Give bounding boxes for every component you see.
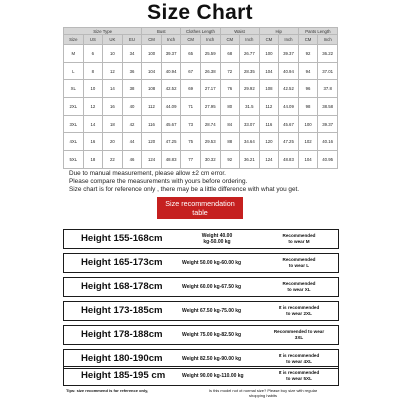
weight-line: Weight 90.00 kg-110.00 kg	[182, 373, 244, 379]
height-range: Height 178-188cm	[81, 329, 163, 340]
table-cell: 120	[259, 133, 279, 151]
table-cell: 77	[181, 151, 201, 169]
size-recommendation	[264, 278, 334, 296]
table-cell: 102	[298, 133, 318, 151]
table-cell: 67	[181, 62, 201, 80]
table-cell: 124	[142, 151, 162, 169]
table-row	[64, 115, 338, 133]
size-recommendation-badge	[157, 197, 243, 219]
table-cell: 37.8	[318, 80, 338, 98]
height-range: Height 185-195 cm	[81, 370, 166, 381]
table-cell: 14	[103, 80, 123, 98]
size-recommendation	[264, 302, 334, 320]
table-cell: 36.22	[318, 45, 338, 63]
table-cell: 6	[83, 45, 103, 63]
table-cell: 104	[259, 62, 279, 80]
table-cell: 12	[83, 98, 103, 116]
table-cell: 31.5	[240, 98, 260, 116]
recommendation-line: Recommended	[282, 281, 316, 286]
table-cell: 88	[220, 133, 240, 151]
table-cell: 10	[103, 45, 123, 63]
table-cell: 40	[122, 98, 142, 116]
footer-tip: Tips: size recommend is for reference only,	[66, 388, 149, 393]
recommendation-row	[63, 366, 339, 386]
table-cell: 16	[83, 133, 103, 151]
table-cell: 2XL	[64, 98, 84, 116]
header-bust: Bust	[142, 28, 181, 35]
table-cell: 39.37	[318, 115, 338, 133]
table-cell: 76	[220, 80, 240, 98]
table-cell: 94	[298, 62, 318, 80]
footer-note-line: shopping habits	[248, 393, 278, 398]
table-cell: 73	[181, 115, 201, 133]
sub-header: CM	[142, 35, 162, 45]
table-cell: 68	[220, 45, 240, 63]
sub-header: EU	[122, 35, 142, 45]
sub-header: CM	[220, 35, 240, 45]
sub-header: US	[83, 35, 103, 45]
table-cell: 20	[103, 133, 123, 151]
table-row	[64, 45, 338, 63]
table-cell: 42.52	[161, 80, 181, 98]
size-recommendation	[264, 367, 334, 385]
height-range: Height 180-190cm	[81, 353, 163, 364]
sub-header: Size	[64, 35, 84, 45]
table-cell: L	[64, 62, 84, 80]
table-row	[64, 133, 338, 151]
page-title: Size Chart	[147, 1, 253, 24]
table-cell: 5XL	[64, 151, 84, 169]
weight-range	[182, 254, 252, 272]
sub-header: Inch	[240, 35, 260, 45]
table-cell: 40.95	[318, 151, 338, 169]
table-cell: 84	[220, 115, 240, 133]
sub-header: CM	[298, 35, 318, 45]
table-cell: 100	[142, 45, 162, 63]
recommendation-line: to wear 5XL	[286, 376, 312, 381]
table-cell: 30.32	[200, 151, 220, 169]
table-cell: 29.92	[240, 80, 260, 98]
table-cell: 116	[259, 115, 279, 133]
header-waist: Waist	[220, 28, 259, 35]
table-cell: 100	[298, 115, 318, 133]
table-cell: 72	[220, 62, 240, 80]
footer-note	[188, 388, 338, 398]
recommendation-line: Recommended	[282, 257, 316, 262]
recommendation-row	[63, 229, 339, 249]
table-cell: 47.25	[161, 133, 181, 151]
table-cell: 92	[220, 151, 240, 169]
table-cell: 38.58	[318, 98, 338, 116]
table-cell: 38	[122, 80, 142, 98]
recommendation-line: Recommended	[282, 233, 316, 238]
table-cell: 80	[220, 98, 240, 116]
table-sub-header-row	[64, 35, 338, 45]
weight-line: Weight 40.00	[201, 233, 233, 239]
table-cell: 46	[122, 151, 142, 169]
table-cell: 4XL	[64, 133, 84, 151]
table-cell: 14	[83, 115, 103, 133]
header-size-type: Size Type	[64, 28, 142, 35]
table-cell: 47.25	[279, 133, 299, 151]
table-group-header-row	[64, 28, 338, 35]
weight-line: Weight 67.50 kg-75.00 kg	[182, 308, 242, 314]
weight-line: Weight 60.00 kg-67.50 kg	[182, 284, 242, 290]
table-row	[64, 98, 338, 116]
weight-range	[182, 326, 252, 344]
recommendation-line: Recommended to wear	[273, 329, 325, 334]
table-cell: 28.74	[200, 115, 220, 133]
badge-line-2: table	[192, 208, 208, 217]
table-cell: 37.01	[318, 62, 338, 80]
header-hip: Hip	[259, 28, 298, 35]
weight-line: Weight 82.50 kg-90.00 kg	[182, 356, 242, 362]
table-cell: 108	[259, 80, 279, 98]
table-cell: 69	[181, 80, 201, 98]
table-cell: 25.59	[200, 45, 220, 63]
measurement-notes	[69, 170, 369, 194]
table-cell: 8	[83, 62, 103, 80]
table-cell: 116	[142, 115, 162, 133]
sub-header: Inch	[161, 35, 181, 45]
table-cell: M	[64, 45, 84, 63]
size-recommendation	[264, 230, 334, 248]
table-cell: 98	[298, 98, 318, 116]
height-range: Height 155-168cm	[81, 233, 163, 244]
recommendation-line: 3XL	[294, 335, 304, 340]
table-cell: 33.07	[240, 115, 260, 133]
table-cell: 26.38	[200, 62, 220, 80]
weight-line: Weight 75.00 kg-82.50 kg	[182, 332, 242, 338]
table-cell: 22	[103, 151, 123, 169]
table-cell: 44.09	[279, 98, 299, 116]
table-cell: 12	[103, 62, 123, 80]
table-cell: 36	[122, 62, 142, 80]
table-cell: 34	[122, 45, 142, 63]
table-cell: 28.35	[240, 62, 260, 80]
height-range: Height 173-185cm	[81, 305, 163, 316]
table-cell: 104	[298, 151, 318, 169]
table-cell: 39.37	[279, 45, 299, 63]
table-cell: 112	[142, 98, 162, 116]
note-line: Please compare the measurements with yours before ordering.	[69, 178, 248, 185]
recommendation-line: It is recommended	[278, 353, 320, 358]
table-body	[64, 45, 338, 169]
table-cell: 42	[122, 115, 142, 133]
table-cell: 16	[103, 98, 123, 116]
table-cell: 29.53	[200, 133, 220, 151]
table-cell: XL	[64, 80, 84, 98]
table-cell: 71	[181, 98, 201, 116]
table-cell: 120	[142, 133, 162, 151]
weight-line: Weight 50.00 kg-60.00 kg	[182, 260, 242, 266]
recommendation-row	[63, 253, 339, 273]
recommendation-row	[63, 325, 339, 345]
table-cell: 39.37	[161, 45, 181, 63]
table-cell: 3XL	[64, 115, 84, 133]
weight-line: kg-50.00 kg	[203, 239, 231, 245]
table-cell: 112	[259, 98, 279, 116]
weight-range	[182, 367, 252, 385]
size-recommendation	[264, 326, 334, 344]
size-table	[63, 27, 338, 169]
sub-header: UK	[103, 35, 123, 45]
table-cell: 40.16	[318, 133, 338, 151]
table-cell: 40.94	[279, 62, 299, 80]
sub-header: CM	[259, 35, 279, 45]
badge-line-1: Size recommendation	[165, 199, 235, 208]
table-cell: 45.67	[161, 115, 181, 133]
table-cell: 45.67	[279, 115, 299, 133]
table-cell: 75	[181, 133, 201, 151]
table-row	[64, 80, 338, 98]
size-recommendation	[264, 254, 334, 272]
recommendation-line: to wear 4XL	[286, 359, 312, 364]
recommendation-line: to wear XL	[287, 287, 311, 292]
weight-range	[182, 230, 252, 248]
recommendation-line: to wear M	[288, 239, 310, 244]
table-cell: 27.95	[200, 98, 220, 116]
table-cell: 27.17	[200, 80, 220, 98]
table-cell: 65	[181, 45, 201, 63]
table-cell: 44	[122, 133, 142, 151]
header-pants-length: Pants Length	[298, 28, 337, 35]
recommendation-row	[63, 277, 339, 297]
weight-range	[182, 302, 252, 320]
footer-note-line: Is this model not ot normal size? Please buy size with regular	[208, 388, 318, 393]
note-line: Due to manual measurement, please allow ±2 cm error.	[69, 170, 226, 177]
sub-header: Inch	[200, 35, 220, 45]
table-cell: 18	[83, 151, 103, 169]
recommendation-line: to wear L	[288, 263, 310, 268]
recommendation-line: to wear 2XL	[286, 311, 312, 316]
table-cell: 44.09	[161, 98, 181, 116]
table-cell: 100	[259, 45, 279, 63]
note-line: Size chart is for reference only , there may be a little difference with what you get.	[69, 186, 300, 193]
table-cell: 96	[298, 80, 318, 98]
table-cell: 48.83	[279, 151, 299, 169]
header-clothes-length: Clothes Length	[181, 28, 220, 35]
table-cell: 26.77	[240, 45, 260, 63]
sub-header: CM	[181, 35, 201, 45]
sub-header: Inch	[279, 35, 299, 45]
table-cell: 92	[298, 45, 318, 63]
height-range: Height 165-173cm	[81, 257, 163, 268]
table-cell: 108	[142, 80, 162, 98]
table-cell: 124	[259, 151, 279, 169]
recommendation-line: It is recommended	[278, 305, 320, 310]
table-cell: 42.52	[279, 80, 299, 98]
table-cell: 36.21	[240, 151, 260, 169]
table-row	[64, 62, 338, 80]
table-cell: 48.83	[161, 151, 181, 169]
table-cell: 10	[83, 80, 103, 98]
table-cell: 34.64	[240, 133, 260, 151]
table-cell: 18	[103, 115, 123, 133]
weight-range	[182, 278, 252, 296]
recommendation-line: It is recommended	[278, 370, 320, 375]
recommendation-row	[63, 301, 339, 321]
table-cell: 40.94	[161, 62, 181, 80]
table-row	[64, 151, 338, 169]
height-range: Height 168-178cm	[81, 281, 163, 292]
table-cell: 104	[142, 62, 162, 80]
sub-header: Inch	[318, 35, 338, 45]
